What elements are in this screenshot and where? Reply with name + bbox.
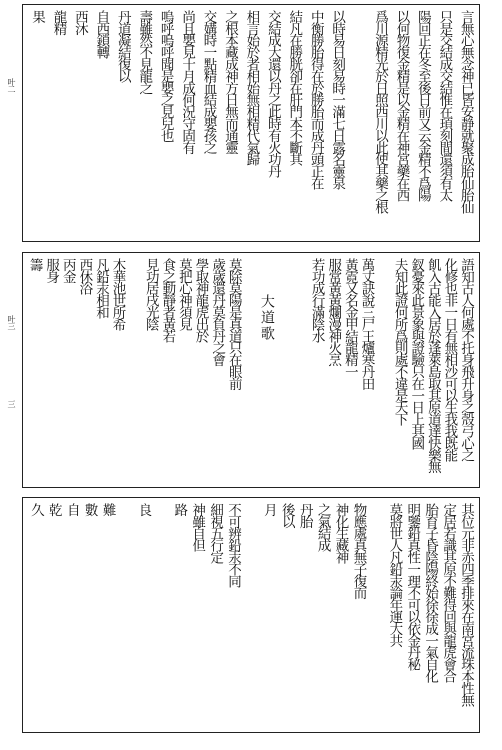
column-group <box>27 10 475 236</box>
text-column: 交結成大還以丹之此時有火功丹 <box>264 10 281 177</box>
text-column: 尚且嬰見十月成何況守固有 <box>179 10 196 153</box>
text-column: 凡鉛汞相和 <box>93 258 109 318</box>
text-column: 語知古人何處不托身飛升身之殼弓心之 <box>458 258 474 461</box>
text-column: 良 <box>135 503 152 515</box>
text-column: 陽回正在冬至後日前又云金精不爲陽 <box>414 10 431 201</box>
text-column: 服身 <box>43 258 60 282</box>
text-column: 服常黃黃爛漫神火烹 <box>325 258 342 366</box>
text-column: 月 <box>260 503 277 515</box>
text-column <box>117 503 135 727</box>
column-group <box>27 258 475 482</box>
text-column <box>276 258 293 482</box>
text-column: 自西鎖轉 <box>93 10 110 58</box>
text-column: 之氣結成 <box>314 503 331 551</box>
text-column: 化修也非一日有無相沙可以生我我既能 <box>441 258 458 461</box>
text-column: 爲川源精光於日照西川以此使其藥之根 <box>372 10 388 213</box>
text-column: 後以 <box>278 503 295 527</box>
text-column: 只是交結成交結惟在頊刻間還須有太 <box>436 10 453 201</box>
text-column: 路 <box>171 503 188 515</box>
text-column: 結凡在勝胱卻在肝門本不斷其 <box>286 10 303 165</box>
text-column: 丙金 <box>60 258 76 282</box>
text-column: 自 <box>63 503 80 515</box>
text-column: 西沐 <box>71 10 88 34</box>
folio-marker: 叶二 <box>7 78 16 92</box>
text-column: 明鑒鉛真性一理不可以依金丹秘 <box>404 503 421 670</box>
text-column: 丹道凝結復以 <box>114 10 131 82</box>
text-column: 乾 <box>45 503 62 515</box>
text-column: 莫除莫陽是真道只在眼前 <box>226 258 242 389</box>
text-column: 夫知此證何所爲則處不違是天下 <box>392 258 408 425</box>
text-column <box>243 258 260 482</box>
text-column: 大道歌 <box>259 294 275 342</box>
text-column: 神雖自但 <box>189 503 206 551</box>
text-column: 食之動靜者黃若 <box>159 258 176 342</box>
text-column: 數 <box>81 503 98 515</box>
text-column: 中衡勝胎得在於勝胎而成丹頭正在 <box>307 10 324 189</box>
text-column: 其位元非赤四季排來在南宮流珠本性無 <box>458 503 474 706</box>
text-column <box>375 258 392 482</box>
text-column: 神化生藏神 <box>332 503 349 563</box>
column-group <box>27 503 475 727</box>
text-column: 歲歲還丹莫負丹之會 <box>209 258 226 366</box>
text-column: 黃霓又名金甲結龍精一 <box>342 258 358 378</box>
text-column: 以時易日刻易時一滿七日露名靈泉 <box>329 10 346 189</box>
text-column: 久 <box>27 503 44 515</box>
text-column: 莫把心神須見 <box>176 258 192 330</box>
text-column: 不可辨鉛汞不同 <box>225 503 242 587</box>
text-column: 壽雖然不見龍之 <box>136 10 153 94</box>
text-column <box>127 258 144 482</box>
text-column <box>242 503 260 727</box>
text-column: 定居若識其原不難得回與龍虎會合 <box>440 503 457 682</box>
text-column: 釵憂來此景象與證驗只在一日上其國 <box>408 258 425 449</box>
text-column: 以何物復金精是以金精在神宮藥在西 <box>393 10 410 201</box>
text-column: 難 <box>99 503 116 515</box>
text-column: 見功居戌光陰 <box>143 258 159 330</box>
text-column <box>152 503 170 727</box>
text-column: 木華池世所希 <box>109 258 126 330</box>
text-column: 之根本藏成神方日無而通靈 <box>221 10 238 153</box>
text-column: 果 <box>29 10 45 22</box>
text-column: 相言始於者相始無相精代氣歸 <box>243 10 260 165</box>
text-band-bottom <box>22 497 480 733</box>
text-column: 言無心無念神已皆安静就聚成胎仙胎仙 <box>457 10 474 213</box>
text-column: 物應處真無子復而 <box>350 503 367 599</box>
text-column: 丹胎 <box>296 503 313 527</box>
text-column: 萬丈訣說三尸王爐寒丹田 <box>358 258 375 389</box>
text-column <box>367 503 385 727</box>
text-column: 西休浴 <box>76 258 93 294</box>
text-column: 胎育子昏陰陽終始徐徐成一氣自化 <box>422 503 439 682</box>
text-band-middle <box>22 252 480 488</box>
folio-marker: 三 <box>7 400 16 407</box>
text-band-top <box>22 4 480 242</box>
text-column: 細視五行定 <box>207 503 224 563</box>
text-column: 交媾時一點精血結成嬰孩之 <box>200 10 217 153</box>
text-column: 籌 <box>26 258 43 270</box>
text-column: 若功成行滿陰水 <box>309 258 325 342</box>
text-column: 嗚呼嗚呼聞是嬰之見兒也 <box>157 10 174 141</box>
text-column: 飢入古能入居於蓬萊島取其原道達快樂無 <box>425 258 441 473</box>
text-column <box>349 10 368 236</box>
text-column <box>292 258 309 482</box>
text-column: 龍精 <box>50 10 67 34</box>
text-column: 莫將世人凡鉛汞論年運大共 <box>386 503 403 646</box>
folio-marker: 叶三 <box>7 315 16 329</box>
text-column: 學取神龍虎出於 <box>192 258 209 342</box>
